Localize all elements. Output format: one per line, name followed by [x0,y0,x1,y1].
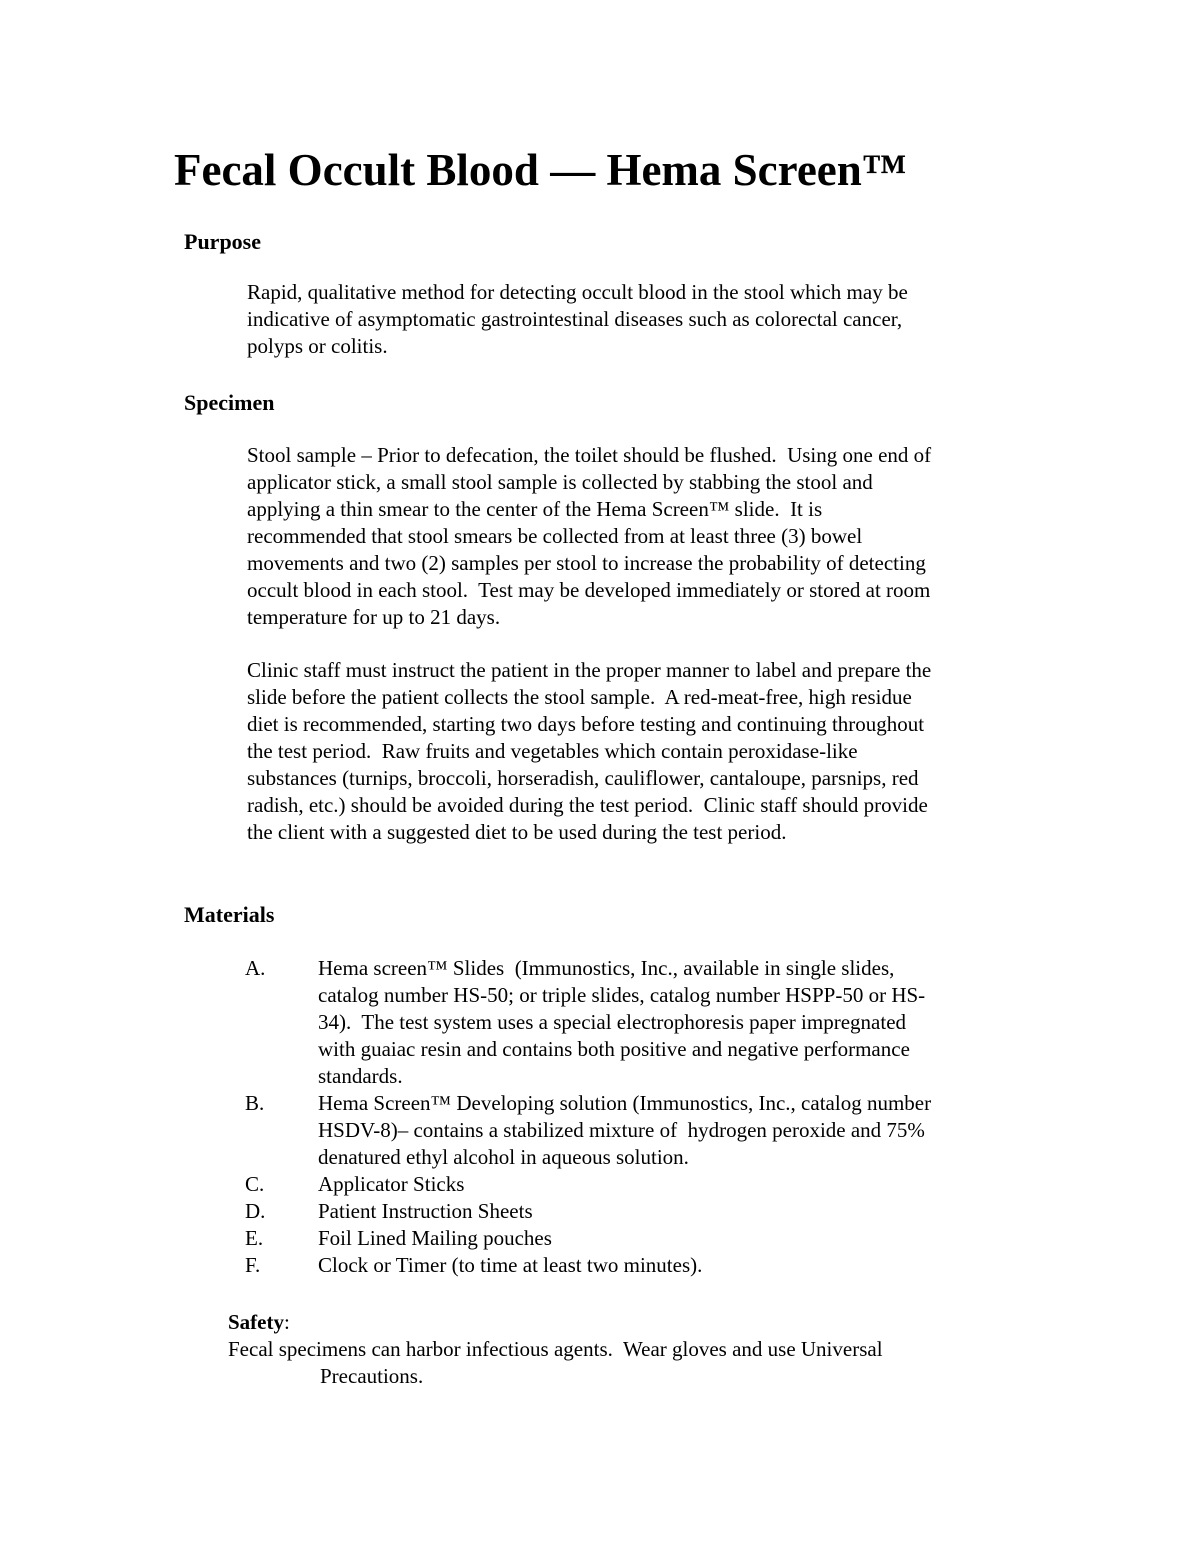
list-item [245,955,931,1090]
text-line: HSDV-8)– contains a stabilized mixture of hydrogen peroxide and 75% [318,1118,925,1142]
materials-list [245,955,931,1279]
list-item-letter: C. [245,1172,265,1196]
specimen-paragraph-2 [247,657,931,846]
text-line: substances (turnips, broccoli, horseradish, cauliflower, cantaloupe, parsnips, red [247,766,919,790]
safety-text-line: Precautions. [320,1364,424,1388]
text-line: temperature for up to 21 days. [247,605,501,629]
list-item-text [318,1090,931,1171]
text-line: applying a thin smear to the center of the Hema Screen™ slide. It is [247,497,823,521]
text-line: polyps or colitis. [247,334,388,358]
text-line: denatured ethyl alcohol in aqueous solution. [318,1145,689,1169]
text-line: the test period. Raw fruits and vegetables which contain peroxidase-like [247,739,858,763]
list-item-text [318,1252,931,1279]
text-line: Patient Instruction Sheets [318,1199,533,1223]
list-item-text [318,955,931,1090]
safety-label: Safety [228,1310,284,1334]
text-line: catalog number HS-50; or triple slides, catalog number HSPP-50 or HS- [318,983,926,1007]
list-item-letter: F. [245,1253,261,1277]
safety-text-line: Fecal specimens can harbor infectious agents. Wear gloves and use Universal [228,1337,883,1361]
list-item-letter: E. [245,1226,264,1250]
purpose-paragraph [247,279,908,360]
section-heading-purpose: Purpose [184,229,261,254]
safety-heading [228,1309,883,1336]
list-item [245,1198,931,1225]
list-item [245,1252,931,1279]
text-line: movements and two (2) samples per stool to increase the probability of detecting [247,551,926,575]
text-line: indicative of asymptomatic gastrointestinal diseases such as colorectal cancer, [247,307,903,331]
text-line: diet is recommended, starting two days before testing and continuing throughout [247,712,925,736]
text-line: Clinic staff must instruct the patient in the proper manner to label and prepare the [247,658,932,682]
text-line: Hema Screen™ Developing solution (Immunostics, Inc., catalog number [318,1091,932,1115]
list-item-text [318,1171,931,1198]
text-line: Rapid, qualitative method for detecting occult blood in the stool which may be [247,280,908,304]
list-item-letter: B. [245,1091,265,1115]
text-line: slide before the patient collects the stool sample. A red-meat-free, high residue [247,685,912,709]
text-line: Foil Lined Mailing pouches [318,1226,552,1250]
text-line: recommended that stool smears be collected from at least three (3) bowel [247,524,863,548]
text-line: with guaiac resin and contains both positive and negative performance [318,1037,910,1061]
section-heading-specimen: Specimen [184,390,275,415]
text-line: applicator stick, a small stool sample is collected by stabbing the stool and [247,470,873,494]
text-line: Stool sample – Prior to defecation, the toilet should be flushed. Using one end of [247,443,932,467]
list-item [245,1225,931,1252]
list-item-letter: A. [245,956,266,980]
text-line: Clock or Timer (to time at least two minutes). [318,1253,703,1277]
list-item-text [318,1225,931,1252]
text-line: 34). The test system uses a special electrophoresis paper impregnated [318,1010,907,1034]
list-item-letter: D. [245,1199,266,1223]
page-title: Fecal Occult Blood — Hema Screen™ [174,145,907,195]
section-heading-materials: Materials [184,902,275,927]
text-line: Applicator Sticks [318,1172,465,1196]
safety-colon: : [284,1310,290,1334]
list-item [245,1171,931,1198]
text-line: Hema screen™ Slides (Immunostics, Inc., available in single slides, [318,956,895,980]
specimen-paragraph-1 [247,442,931,631]
text-line: occult blood in each stool. Test may be developed immediately or stored at room [247,578,931,602]
list-item [245,1090,931,1171]
safety-block [228,1309,883,1390]
list-item-text [318,1198,931,1225]
text-line: the client with a suggested diet to be used during the test period. [247,820,787,844]
text-line: standards. [318,1064,403,1088]
text-line: radish, etc.) should be avoided during the test period. Clinic staff should provide [247,793,928,817]
